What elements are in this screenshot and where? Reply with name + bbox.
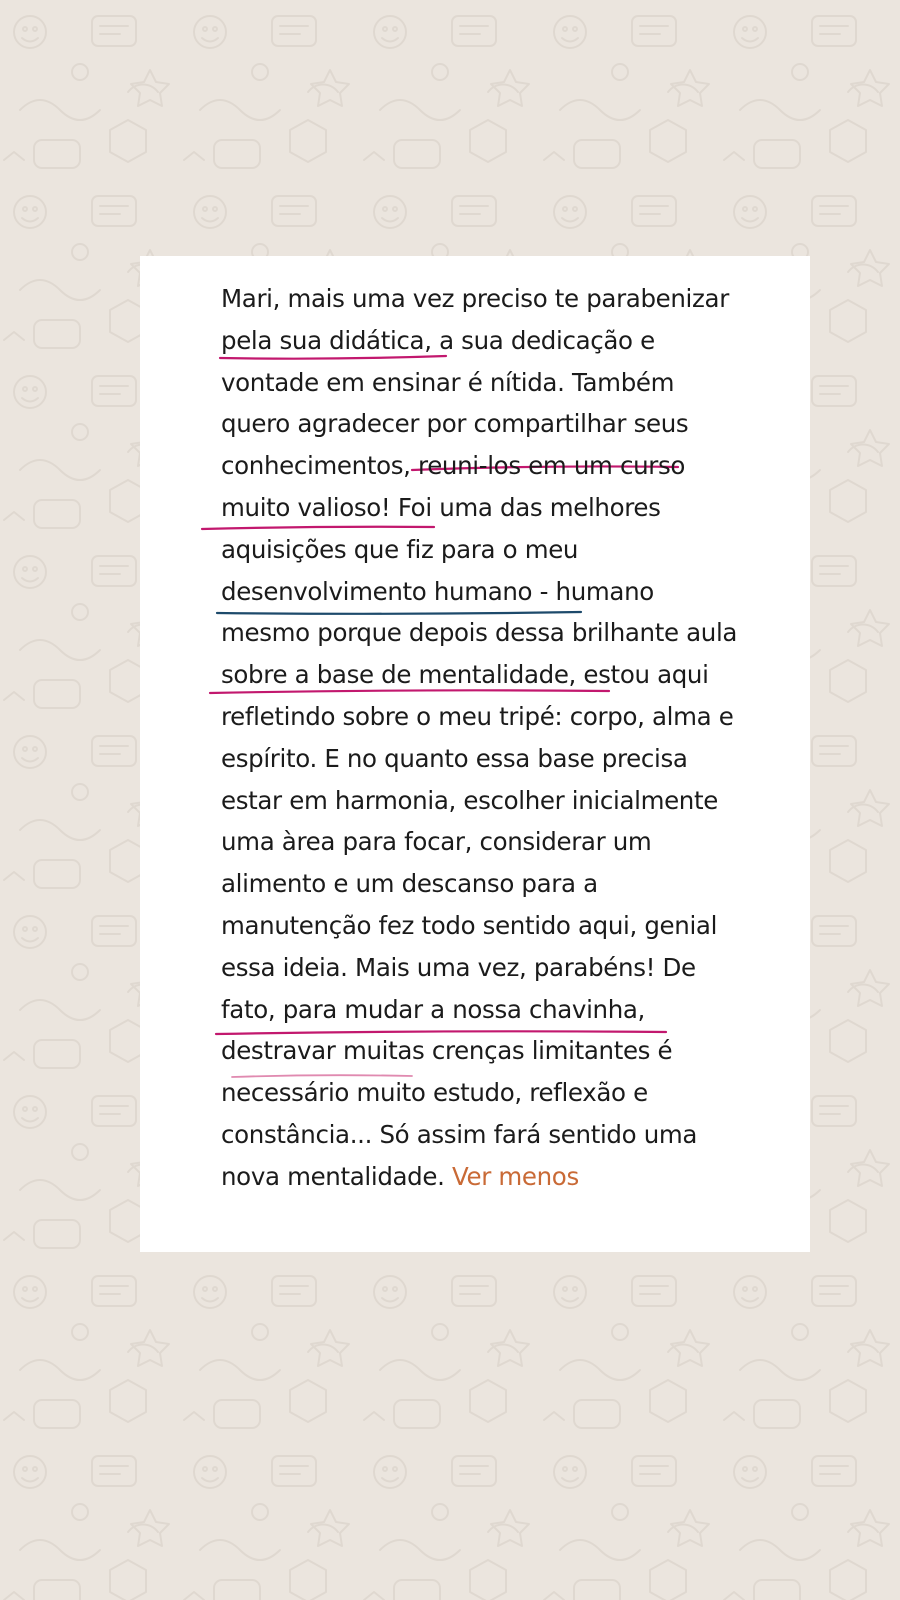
comment-text <box>221 278 781 1198</box>
comment-line: espírito. E no quanto essa base precisa <box>221 743 688 773</box>
comment-line: manutenção fez todo sentido aqui, genial <box>221 910 718 940</box>
comment-line: alimento e um descanso para a <box>221 869 598 899</box>
comment-line: uma àrea para focar, considerar um <box>221 827 652 857</box>
see-less-link[interactable]: Ver menos <box>452 1161 579 1191</box>
comment-line: pela sua didática, a sua dedicação e <box>221 325 655 355</box>
comment-line: estar em harmonia, escolher inicialmente <box>221 785 718 815</box>
comment-line-end: nova mentalidade. <box>221 1161 445 1191</box>
comment-line: sobre a base de mentalidade, estou aqui <box>221 660 709 690</box>
comment-line: refletindo sobre o meu tripé: corpo, alma e <box>221 701 734 731</box>
comment-line: aquisições que fiz para o meu <box>221 534 579 564</box>
comment-last-line <box>221 1156 781 1198</box>
comment-line: quero agradecer por compartilhar seus <box>221 409 689 439</box>
comment-line: necessário muito estudo, reflexão e <box>221 1078 648 1108</box>
comment-line: desenvolvimento humano - humano <box>221 576 654 606</box>
comment-line: muito valioso! Foi uma das melhores <box>221 492 661 522</box>
comment-line: fato, para mudar a nossa chavinha, <box>221 994 645 1024</box>
comment-line: mesmo porque depois dessa brilhante aula <box>221 618 738 648</box>
comment-line: essa ideia. Mais uma vez, parabéns! De <box>221 952 696 982</box>
comment-line: conhecimentos, reuni-los em um curso <box>221 451 686 481</box>
comment-line: vontade em ensinar é nítida. Também <box>221 367 675 397</box>
comment-line: destravar muitas crenças limitantes é <box>221 1036 673 1066</box>
comment-card <box>140 256 810 1252</box>
comment-line: Mari, mais uma vez preciso te parabenizar <box>221 284 729 313</box>
comment-line: constância... Só assim fará sentido uma <box>221 1119 698 1149</box>
